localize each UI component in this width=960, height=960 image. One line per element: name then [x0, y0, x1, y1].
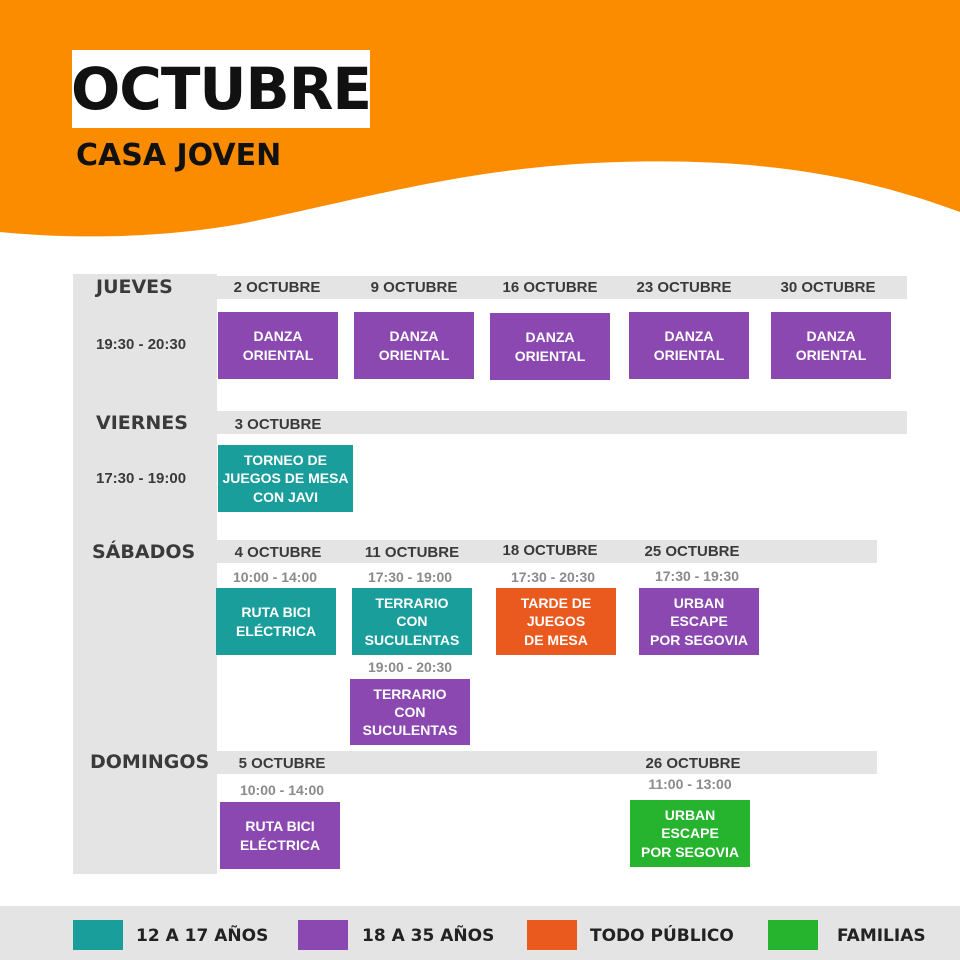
page-subtitle: CASA JOVEN — [76, 138, 282, 173]
legend-swatch-teal — [73, 920, 123, 950]
event-jueves-4[interactable]: DANZA ORIENTAL — [629, 312, 749, 379]
left-column — [73, 274, 217, 874]
event-jueves-1[interactable]: DANZA ORIENTAL — [218, 312, 338, 379]
day-label-viernes: VIERNES — [96, 412, 188, 434]
event-sabados-4[interactable]: URBAN ESCAPE POR SEGOVIA — [639, 588, 759, 655]
time-label-jueves: 19:30 - 20:30 — [96, 336, 187, 353]
event-sabados-1[interactable]: RUTA BICI ELÉCTRICA — [216, 588, 336, 655]
title-box — [72, 50, 370, 128]
date-sabados-4: 25 OCTUBRE — [644, 543, 740, 560]
event-viernes-1[interactable]: TORNEO DE JUEGOS DE MESA CON JAVI — [218, 445, 353, 512]
legend-label-orange: TODO PÚBLICO — [590, 926, 734, 946]
event-jueves-3[interactable]: DANZA ORIENTAL — [490, 313, 610, 380]
date-jueves-4: 23 OCTUBRE — [636, 279, 732, 296]
date-jueves-1: 2 OCTUBRE — [233, 279, 321, 296]
slot-time-sabados-5: 19:00 - 20:30 — [367, 659, 453, 675]
date-sabados-3: 18 OCTUBRE — [502, 542, 598, 559]
day-label-jueves: JUEVES — [96, 276, 173, 298]
date-sabados-2: 11 OCTUBRE — [364, 544, 460, 561]
slot-time-sabados-2: 17:30 - 19:00 — [367, 569, 453, 585]
event-domingos-1[interactable]: RUTA BICI ELÉCTRICA — [220, 802, 340, 869]
event-sabados-3[interactable]: TARDE DE JUEGOS DE MESA — [496, 588, 616, 655]
date-domingos-1: 5 OCTUBRE — [238, 755, 326, 772]
slot-time-sabados-3: 17:30 - 20:30 — [510, 569, 596, 585]
legend-swatch-purple — [298, 920, 348, 950]
slot-time-domingos-1: 10:00 - 14:00 — [239, 782, 325, 798]
slot-time-domingos-2: 11:00 - 13:00 — [648, 776, 732, 792]
event-sabados-2[interactable]: TERRARIO CON SUCULENTAS — [352, 588, 472, 655]
legend-swatch-orange — [527, 920, 577, 950]
time-label-viernes: 17:30 - 19:00 — [96, 470, 187, 487]
page-title: OCTUBRE — [70, 55, 372, 123]
event-jueves-5[interactable]: DANZA ORIENTAL — [771, 312, 891, 379]
legend-label-green: FAMILIAS — [837, 926, 926, 946]
date-domingos-2: 26 OCTUBRE — [645, 755, 741, 772]
event-sabados-5[interactable]: TERRARIO CON SUCULENTAS — [350, 679, 470, 745]
date-jueves-3: 16 OCTUBRE — [502, 279, 598, 296]
legend-label-teal: 12 A 17 AÑOS — [136, 926, 269, 946]
date-viernes-1: 3 OCTUBRE — [234, 416, 322, 433]
event-jueves-2[interactable]: DANZA ORIENTAL — [354, 312, 474, 379]
date-sabados-1: 4 OCTUBRE — [234, 544, 322, 561]
slot-time-sabados-1: 10:00 - 14:00 — [232, 569, 318, 585]
slot-time-sabados-4: 17:30 - 19:30 — [654, 568, 740, 584]
legend-label-purple: 18 A 35 AÑOS — [362, 926, 495, 946]
legend-swatch-green — [768, 920, 818, 950]
header-background — [0, 0, 960, 260]
date-jueves-2: 9 OCTUBRE — [370, 279, 458, 296]
day-label-domingos: DOMINGOS — [90, 751, 210, 773]
event-domingos-2[interactable]: URBAN ESCAPE POR SEGOVIA — [630, 800, 750, 867]
date-jueves-5: 30 OCTUBRE — [780, 279, 876, 296]
day-label-sabados: SÁBADOS — [92, 541, 196, 563]
